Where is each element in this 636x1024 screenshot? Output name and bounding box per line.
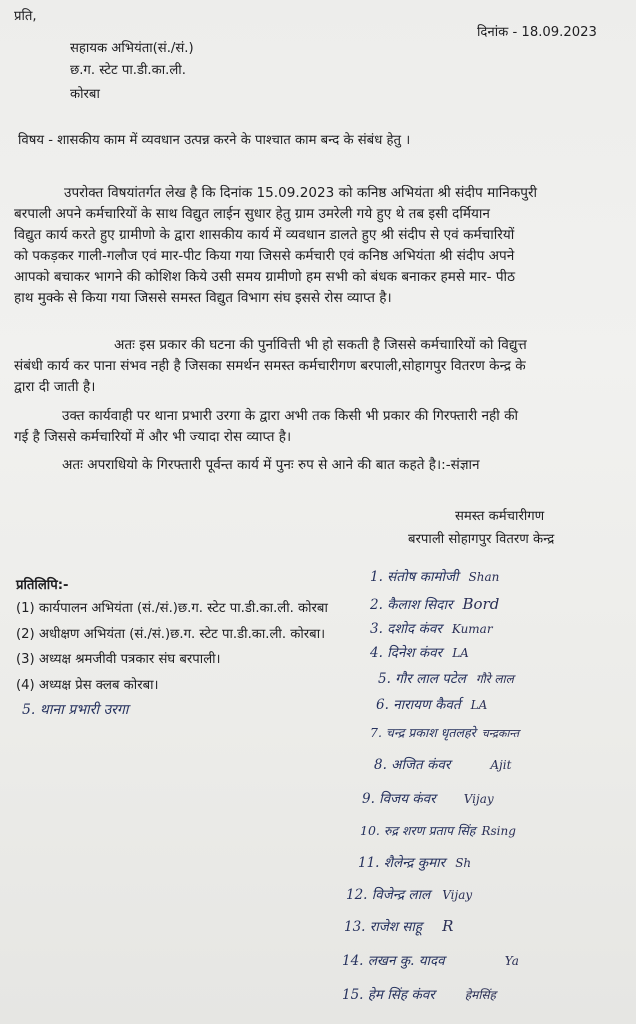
signatory-row [360, 820, 516, 839]
signatory-row [346, 884, 472, 903]
cc-item: (3) अध्यक्ष श्रमजीवी पत्रकार संघ बरपाली। [16, 652, 221, 667]
signatory-row [370, 642, 469, 661]
body-line: हाथ मुक्के से किया गया जिससे समस्त विद्युत विभाग संघ इससे रोस व्याप्त है। [14, 290, 392, 306]
signatory-row [370, 722, 519, 741]
signatory-name: 9. विजय कंवर [362, 791, 436, 807]
signatory-row [374, 754, 511, 773]
cc-item: (1) कार्यपालन अभियंता (सं./सं.)छ.ग. स्टेट पा.डी.का.ली. कोरबा [16, 601, 328, 616]
signatory-name: 14. लखन कु. यादव [342, 953, 445, 969]
body-paragraph-2 [14, 335, 630, 398]
signature: Ya [504, 954, 519, 968]
body-line: द्वारा दी जाती है। [14, 379, 96, 395]
cc-item: (4) अध्यक्ष प्रेस क्लब कोरबा। [16, 678, 159, 693]
signatory-name: 11. शैलेन्द्र कुमार [358, 855, 446, 871]
signatory-name: 7. चन्द्र प्रकाश धृतलहरे [370, 725, 476, 740]
signatory-row [370, 566, 499, 585]
body-line: उपरोक्त विषयांतर्गत लेख है कि दिनांक 15.09.2023 को कनिष्ठ अभियंता श्री संदीप मानिकपुरी [64, 185, 538, 201]
body-paragraph-4: अतः अपराधियो के गिरफ्तारी पूर्वन्त कार्य में पुनः रुप से आने की बात कहते है।:-संज्ञान [62, 457, 480, 473]
signatory-name: 5. गौर लाल पटेल [378, 671, 466, 687]
signatory-row [376, 694, 487, 713]
body-paragraph-3 [14, 406, 630, 448]
body-line: गई है जिससे कर्मचारियों में और भी ज्यादा रोस व्याप्त है। [14, 429, 292, 445]
signatory-name: 6. नारायण कैवर्त [376, 697, 461, 713]
signatory-row [342, 950, 519, 969]
signatory-name: 12. विजेन्द्र लाल [346, 887, 431, 903]
body-line: अतः इस प्रकार की घटना की पुर्नावित्ती भी हो सकती है जिससे कर्मचाारियों को विद्युत्त [114, 337, 527, 353]
body-line: बरपाली अपने कर्मचारियों के साथ विद्युत लाईन सुधार हेतु ग्राम उमरेली गये हुए थे तब इसी दर्मियान [14, 206, 490, 222]
signature: हेमसिंह [464, 988, 496, 1002]
signatory-name: 1. संतोष कामोजी [370, 569, 459, 585]
signatory-row [344, 916, 453, 935]
signature: Sh [455, 856, 472, 870]
body-line: को पकड़कर गाली-गलौज एवं मार-पीट किया गया जिससे कर्मचारी एवं कनिष्ठ अभियंता श्री संदीप अपने [14, 248, 515, 264]
signature: Vijay [463, 792, 494, 806]
letter-date: दिनांक - 18.09.2023 [477, 25, 597, 40]
signatory-name: 4. दिनेश कंवर [370, 645, 443, 661]
body-line: उक्त कार्यवाही पर थाना प्रभारी उरगा के द्वारा अभी तक किसी भी प्रकार की गिरफ्तारी नही की [62, 408, 519, 424]
signatory-name: 3. दशोद कंवर [370, 621, 442, 637]
signature: Ajit [490, 758, 512, 772]
signatory-name: 15. हेम सिंह कंवर [342, 987, 435, 1003]
recipient-line-1: सहायक अभियंता(सं./सं.) [70, 41, 194, 56]
body-line: संबंधी कार्य कर पाना संभव नही है जिसका समर्थन समस्त कर्मचारीगण बरपाली,सोहागपुर वितरण केन्द्र के [14, 358, 526, 374]
signature: गौरे लाल [475, 672, 514, 686]
signature: Rsing [481, 824, 516, 838]
recipient-line-2: छ.ग. स्टेट पा.डी.का.ली. [70, 63, 186, 78]
signatory-name: 13. राजेश साहू [344, 919, 423, 935]
signatory-name: 8. अजित कंवर [374, 757, 451, 773]
signatory-row [362, 788, 494, 807]
signatory-name: 10. रुद्र शरण प्रताप सिंह [360, 823, 476, 838]
signature: चन्द्रकान्त [481, 727, 519, 740]
body-line: आपको बचाकर भागने की कोशिश किये उसी समय ग्रामीणो हम सभी को बंधक बनाकर हमसे मार- पीठ [14, 269, 515, 285]
signature: Bord [462, 595, 500, 613]
cc-handwritten-item: 5. थाना प्रभारी उरगा [22, 702, 129, 718]
addressee-prefix: प्रति, [14, 9, 37, 24]
signatory-row [370, 594, 499, 613]
signature: LA [470, 698, 488, 712]
signature: LA [452, 646, 469, 660]
sender-line-2: बरपाली सोहागपुर वितरण केन्द्र [408, 532, 555, 547]
recipient-line-3: कोरबा [70, 87, 100, 102]
signatory-row [358, 852, 471, 871]
signatory-name: 2. कैलाश सिदार [370, 597, 453, 613]
signatory-row [370, 618, 493, 637]
signature: Shan [468, 570, 500, 584]
signature: Vijay [442, 888, 473, 902]
cc-title: प्रतिलिपि:- [16, 578, 69, 593]
cc-item: (2) अधीक्षण अभियंता (सं./सं.)छ.ग. स्टेट पा.डी.का.ली. कोरबा। [16, 627, 326, 642]
signature: Kumar [451, 622, 493, 636]
sender-line-1: समस्त कर्मचारीगण [455, 509, 545, 524]
signatory-row [378, 668, 514, 687]
body-line: विद्युत कार्य करते हुए ग्रामीणो के द्वारा शासकीय कार्य में व्यवधान डालते हुए श्री संदीप से एवं कर्मचारियों [14, 227, 515, 243]
letter-subject: विषय - शासकीय काम में व्यवधान उत्पन्न करने के पाश्चात काम बन्द के संबंध हेतु । [18, 133, 411, 148]
signatory-row [342, 984, 496, 1003]
body-paragraph-1 [14, 183, 630, 309]
signature: R [442, 917, 454, 935]
